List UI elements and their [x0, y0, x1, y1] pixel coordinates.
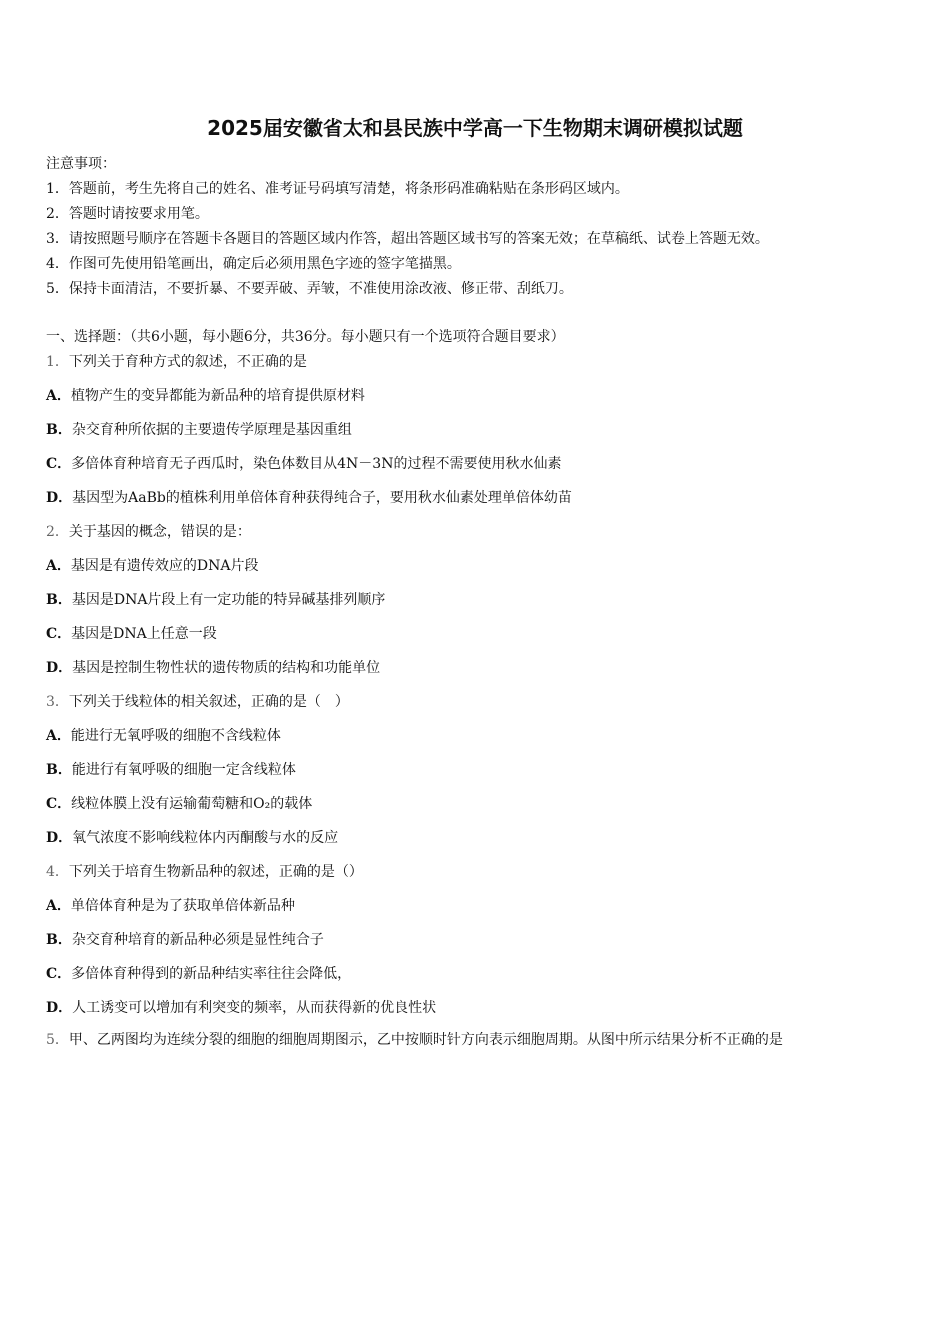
question-text: 甲、乙两图均为连续分裂的细胞的细胞周期图示，乙中按顺时针方向表示细胞周期。从图中所示结果分析不正确的是 [68, 1032, 783, 1048]
notes-item: 4．作图可先使用铅笔画出，确定后必须用黑色字迹的签字笔描黑。 [46, 256, 461, 272]
notes-item: 3．请按照题号顺序在答题卡各题目的答题区域内作答，超出答题区域书写的答案无效；在草稿纸、试卷上答题无效。 [46, 231, 769, 247]
option-2d [46, 657, 380, 677]
option-1b [46, 419, 352, 439]
option-1a [46, 385, 365, 405]
option-label: B． [46, 932, 72, 948]
option-text: 杂交育种所依据的主要遗传学原理是基因重组 [71, 422, 352, 438]
option-text: 能进行无氧呼吸的细胞不含线粒体 [70, 728, 281, 744]
option-text: 多倍体育种培育无子西瓜时，染色体数目从4N－3N的过程不需要使用秋水仙素 [71, 456, 562, 472]
option-label: C． [46, 456, 72, 472]
option-label: A． [46, 388, 71, 404]
option-label: C． [46, 966, 72, 982]
option-4a [46, 895, 295, 915]
question-text: 下列关于育种方式的叙述，不正确的是 [68, 354, 307, 370]
option-label: A． [46, 558, 71, 574]
question-5 [46, 1023, 908, 1057]
option-3b [46, 759, 296, 779]
page-title: 2025届安徽省太和县民族中学高一下生物期末调研模拟试题 [207, 116, 743, 140]
question-number: 4． [46, 864, 69, 880]
option-2a [46, 555, 258, 575]
question-4 [46, 861, 363, 881]
option-text: 基因是DNA片段上有一定功能的特异碱基排列顺序 [71, 592, 386, 608]
question-number: 3． [46, 694, 69, 710]
option-3c [46, 793, 312, 813]
option-3a [46, 725, 281, 745]
option-label: C． [46, 626, 72, 642]
option-text: 杂交育种培育的新品种必须是显性纯合子 [71, 932, 324, 948]
option-label: D． [46, 490, 73, 506]
option-label: B． [46, 592, 72, 608]
option-label: B． [46, 422, 72, 438]
option-2c [46, 623, 217, 643]
option-label: D． [46, 830, 73, 846]
question-text: 下列关于线粒体的相关叙述，正确的是（ ） [68, 694, 349, 710]
option-4c [46, 963, 351, 983]
option-text: 基因是有遗传效应的DNA片段 [70, 558, 259, 574]
option-text: 能进行有氧呼吸的细胞一定含线粒体 [71, 762, 296, 778]
question-1 [46, 351, 307, 371]
option-label: D． [46, 1000, 73, 1016]
option-3d [46, 827, 338, 847]
option-4d [46, 997, 436, 1017]
option-text: 植物产生的变异都能为新品种的培育提供原材料 [70, 388, 365, 404]
option-label: C． [46, 796, 72, 812]
option-text: 线粒体膜上没有运输葡萄糖和O₂的载体 [71, 796, 313, 812]
option-text: 多倍体育种得到的新品种结实率往往会降低， [71, 966, 352, 982]
option-text: 氧气浓度不影响线粒体内丙酮酸与水的反应 [72, 830, 339, 846]
question-text: 下列关于培育生物新品种的叙述，正确的是（） [68, 864, 363, 880]
option-text: 基因型为AaBb的植株利用单倍体育种获得纯合子，要用秋水仙素处理单倍体幼苗 [72, 490, 572, 506]
question-number: 2． [46, 524, 69, 540]
notes-item: 1．答题前，考生先将自己的姓名、准考证号码填写清楚，将条形码准确粘贴在条形码区域内。 [46, 181, 629, 197]
option-1c [46, 453, 561, 473]
question-number: 1． [46, 354, 69, 370]
option-label: B． [46, 762, 72, 778]
section-heading: 一、选择题：（共6小题，每小题6分，共36分。每小题只有一个选项符合题目要求） [46, 329, 565, 345]
question-2 [46, 521, 251, 541]
notes-heading: 注意事项： [46, 156, 116, 172]
option-text: 基因是控制生物性状的遗传物质的结构和功能单位 [72, 660, 381, 676]
option-4b [46, 929, 324, 949]
notes-block [46, 152, 916, 302]
question-3 [46, 691, 349, 711]
option-text: 基因是DNA上任意一段 [71, 626, 217, 642]
option-2b [46, 589, 385, 609]
question-number: 5． [46, 1032, 69, 1048]
option-label: A． [46, 898, 71, 914]
question-text: 关于基因的概念，错误的是： [68, 524, 251, 540]
option-text: 人工诱变可以增加有利突变的频率，从而获得新的优良性状 [72, 1000, 437, 1016]
notes-item: 2．答题时请按要求用笔。 [46, 206, 209, 222]
option-label: A． [46, 728, 71, 744]
option-1d [46, 487, 572, 507]
notes-item: 5．保持卡面清洁，不要折暴、不要弄破、弄皱，不准使用涂改液、修正带、刮纸刀。 [46, 281, 573, 297]
option-text: 单倍体育种是为了获取单倍体新品种 [70, 898, 295, 914]
option-label: D． [46, 660, 73, 676]
